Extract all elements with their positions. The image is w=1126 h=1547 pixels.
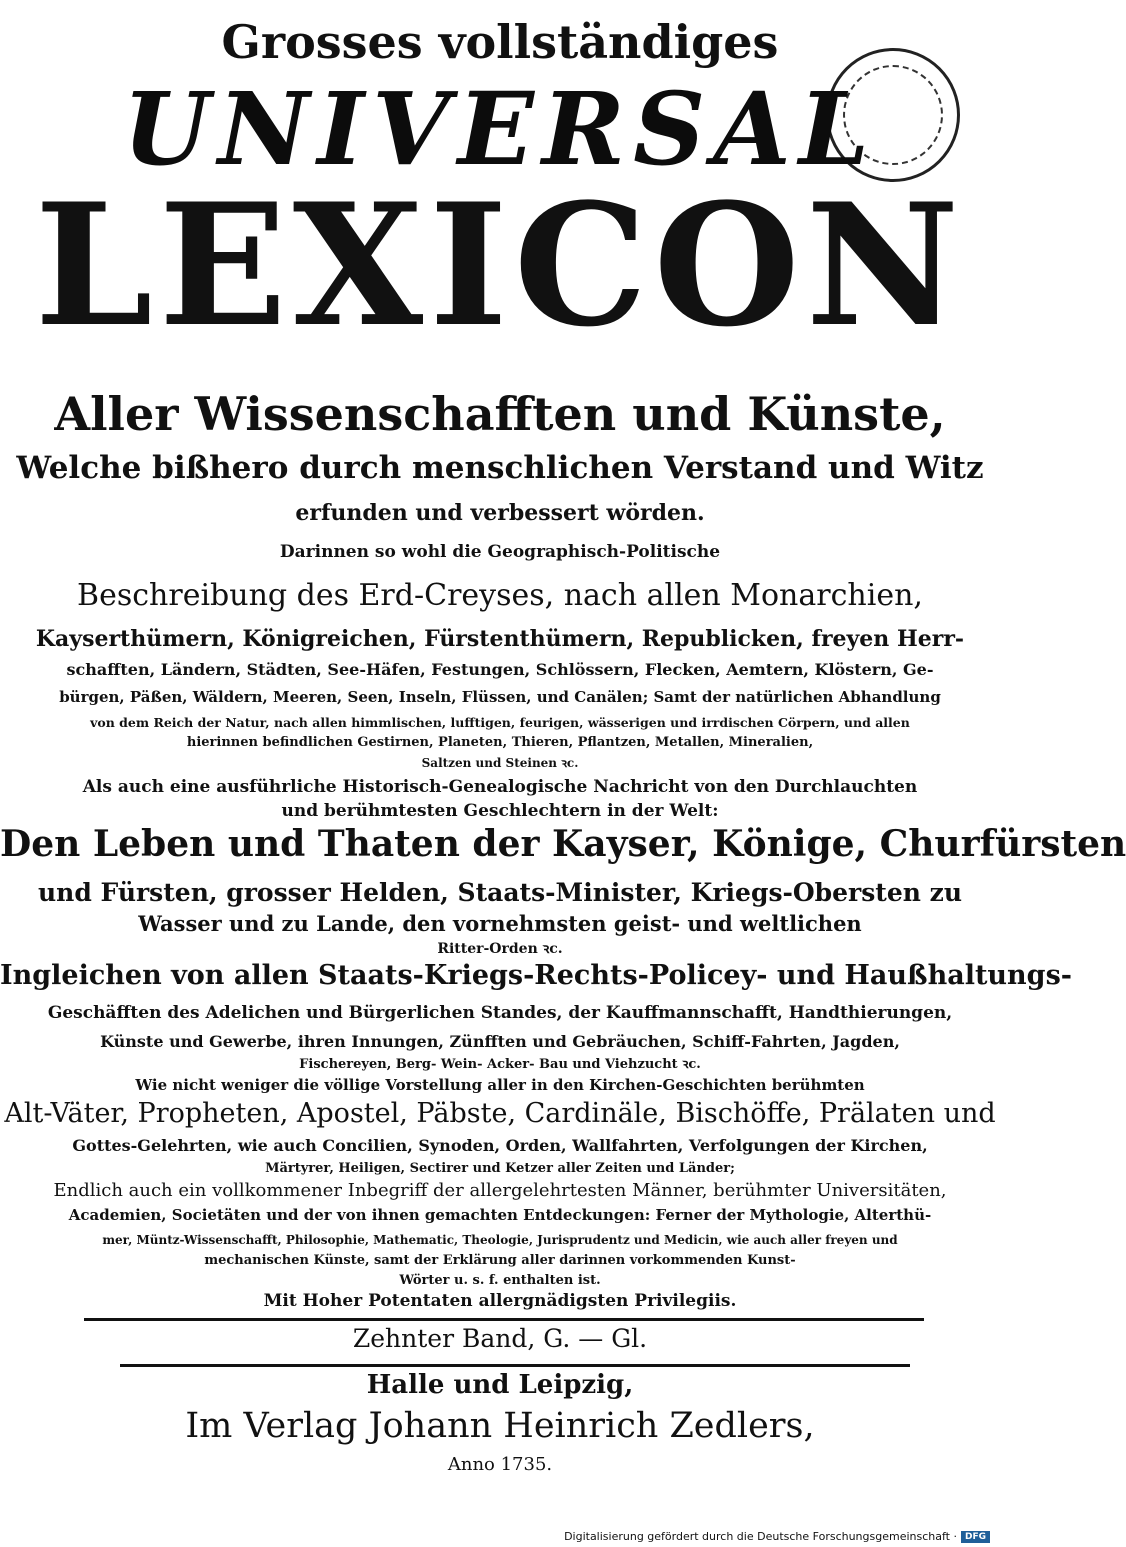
- credit-text: Digitalisierung gefördert durch die Deutsche Forschungsgemeinschaft ·: [564, 1530, 957, 1543]
- divider-upper: [84, 1318, 924, 1321]
- dfg-logo-badge: DFG: [961, 1531, 990, 1543]
- subtitle-line-8: Beschreibung des Erd-Creyses, nach allen Monarchien,: [77, 578, 923, 613]
- divider-lower: [120, 1364, 910, 1367]
- subtitle-line-6: erfunden und verbessert wörden.: [295, 500, 705, 526]
- subtitle-line-13: hierinnen befindlichen Gestirnen, Planeten, Thieren, Pflantzen, Metallen, Mineralien,: [186, 735, 814, 750]
- privilege-line: Mit Hoher Potentaten allergnädigsten Privilegiis.: [263, 1291, 737, 1311]
- subtitle-line-28: Märtyrer, Heiligen, Sectirer und Ketzer aller Zeiten und Länder;: [265, 1161, 735, 1176]
- subtitle-line-12: von dem Reich der Natur, nach allen himmlischen, lufftigen, feurigen, wässerigen und irrdischen Cörpern, und allen: [90, 715, 910, 730]
- subtitle-line-21: Ingleichen von allen Staats-Kriegs-Rechts-Policey- und Haußhaltungs-: [0, 960, 1072, 991]
- subtitle-line-33: Wörter u. s. f. enthalten ist.: [399, 1273, 601, 1288]
- subtitle-line-25: Wie nicht weniger die völlige Vorstellung aller in den Kirchen-Geschichten berühmten: [135, 1076, 865, 1094]
- place-line: Halle und Leipzig,: [366, 1370, 634, 1400]
- publisher-line: Im Verlag Johann Heinrich Zedlers,: [185, 1406, 815, 1446]
- subtitle-line-19: Wasser und zu Lande, den vornehmsten geist- und weltlichen: [138, 911, 862, 936]
- title-line-1: Grosses vollständiges: [221, 15, 779, 69]
- subtitle-line-24: Fischereyen, Berg- Wein- Acker- Bau und Viehzucht ꝛc.: [299, 1057, 701, 1072]
- volume-line: Zehnter Band, G. — Gl.: [352, 1324, 648, 1353]
- subtitle-line-29: Endlich auch ein vollkommener Inbegriff der allergelehrtesten Männer, berühmter Universitäten,: [53, 1180, 947, 1201]
- title-lexicon: LEXICON: [34, 166, 966, 364]
- subtitle-line-32: mechanischen Künste, samt der Erklärung aller darinnen vorkommenden Kunst-: [204, 1253, 796, 1268]
- subtitle-line-22: Geschäfften des Adelichen und Bürgerlichen Standes, der Kauffmannschafft, Handthierungen,: [47, 1003, 953, 1023]
- subtitle-line-31: mer, Müntz-Wissenschafft, Philosophie, Mathematic, Theologie, Jurisprudentz und Medicin, wie auch aller freyen und: [102, 1233, 898, 1247]
- subtitle-line-27: Gottes-Gelehrten, wie auch Concilien, Synoden, Orden, Wallfahrten, Verfolgungen der Kirchen,: [72, 1136, 928, 1155]
- digitization-credit: [0, 1530, 990, 1543]
- subtitle-line-4: Aller Wissenschafften und Künste,: [54, 387, 946, 441]
- subtitle-line-14: Saltzen und Steinen ꝛc.: [421, 756, 579, 770]
- subtitle-line-17: Den Leben und Thaten der Kayser, Könige, Churfürsten: [0, 823, 1126, 865]
- year-line: Anno 1735.: [447, 1454, 553, 1475]
- subtitle-line-23: Künste und Gewerbe, ihren Innungen, Zünfften und Gebräuchen, Schiff-Fahrten, Jagden,: [100, 1032, 900, 1051]
- subtitle-line-18: und Fürsten, grosser Helden, Staats-Minister, Kriegs-Obersten zu: [37, 878, 963, 907]
- subtitle-line-15: Als auch eine ausführliche Historisch-Genealogische Nachricht von den Durchlauchten: [82, 777, 918, 797]
- title-universal: UNIVERSAL: [122, 70, 878, 188]
- subtitle-line-7: Darinnen so wohl die Geographisch-Politische: [279, 542, 721, 562]
- subtitle-line-20: Ritter-Orden ꝛc.: [437, 941, 563, 957]
- subtitle-line-16: und berühmtesten Geschlechtern in der Welt:: [281, 801, 719, 821]
- subtitle-line-30: Academien, Societäten und der von ihnen gemachten Entdeckungen: Ferner der Mythologie, Alterthü-: [68, 1206, 932, 1224]
- subtitle-line-9: Kayserthümern, Königreichen, Fürstenthümern, Republicken, freyen Herr-: [35, 626, 965, 652]
- subtitle-line-5: Welche bißhero durch menschlichen Verstand und Witz: [16, 450, 984, 486]
- subtitle-line-10: schafften, Ländern, Städten, See-Häfen, Festungen, Schlössern, Flecken, Aemtern, Klöstern, Ge-: [66, 660, 934, 679]
- subtitle-line-11: bürgen, Päßen, Wäldern, Meeren, Seen, Inseln, Flüssen, und Canälen; Samt der natürlichen Abhandlung: [59, 688, 941, 706]
- subtitle-line-26: Alt-Väter, Propheten, Apostel, Päbste, Cardinäle, Bischöffe, Prälaten und: [4, 1098, 996, 1129]
